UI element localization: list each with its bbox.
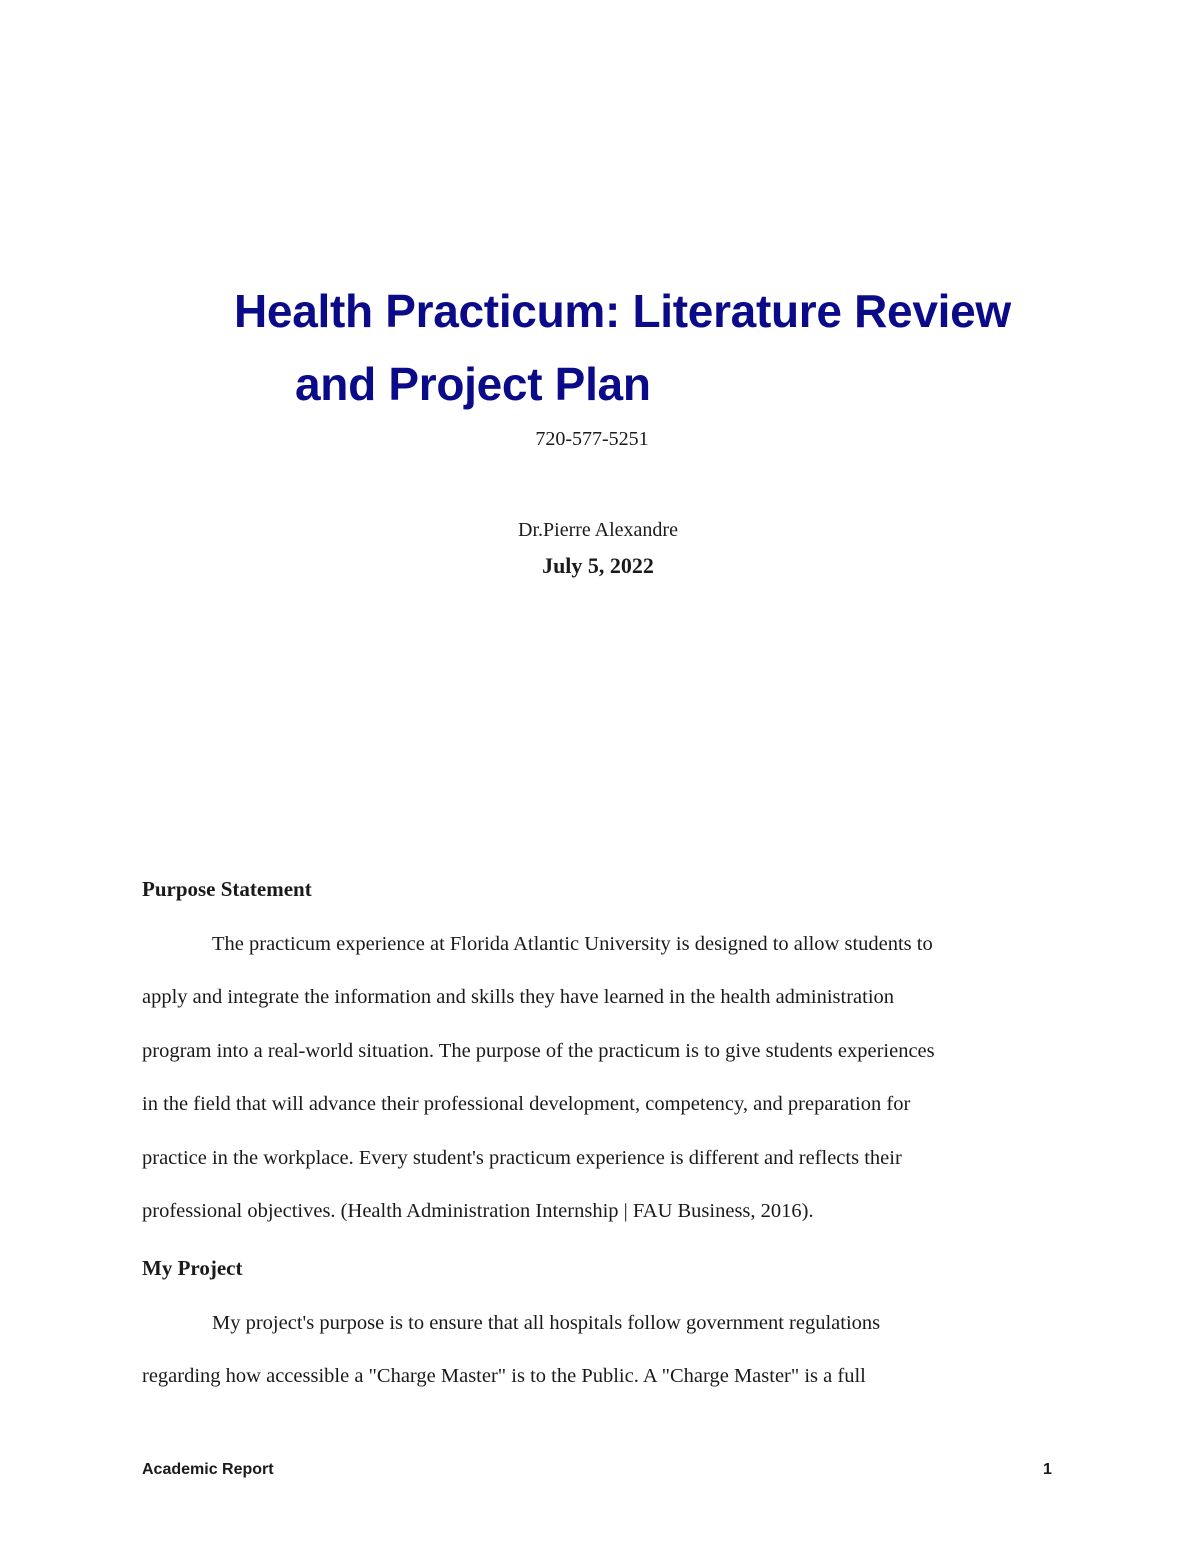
author-name: Dr.Pierre Alexandre: [518, 519, 678, 541]
purpose-paragraph: [142, 918, 1062, 1238]
paragraph-line: My project's purpose is to ensure that all hospitals follow government regulations: [212, 1312, 881, 1334]
document-date: July 5, 2022: [542, 553, 654, 578]
paragraph-line: apply and integrate the information and skills they have learned in the health administration: [142, 986, 895, 1009]
paragraph-line: practice in the workplace. Every student's practicum experience is different and reflects their: [142, 1146, 902, 1169]
phone-number: 720-577-5251: [535, 428, 649, 450]
project-paragraph: [142, 1297, 1062, 1404]
section-heading-purpose: Purpose Statement: [142, 877, 312, 901]
page-number: 1: [1043, 1461, 1052, 1478]
paragraph-line: The practicum experience at Florida Atlantic University is designed to allow students to: [212, 933, 933, 955]
document-title-line-1: Health Practicum: Literature Review: [234, 285, 1011, 337]
paragraph-line: program into a real-world situation. The purpose of the practicum is to give students experiences: [142, 1039, 935, 1062]
paragraph-line: regarding how accessible a "Charge Master" is to the Public. A "Charge Master" is a full: [142, 1365, 866, 1388]
paragraph-line: in the field that will advance their professional development, competency, and preparation for: [142, 1093, 911, 1116]
paragraph-line: professional objectives. (Health Administration Internship | FAU Business, 2016).: [142, 1200, 814, 1223]
footer-label: Academic Report: [142, 1461, 274, 1478]
document-title-line-2: and Project Plan: [295, 358, 651, 410]
section-heading-project: My Project: [142, 1256, 243, 1280]
